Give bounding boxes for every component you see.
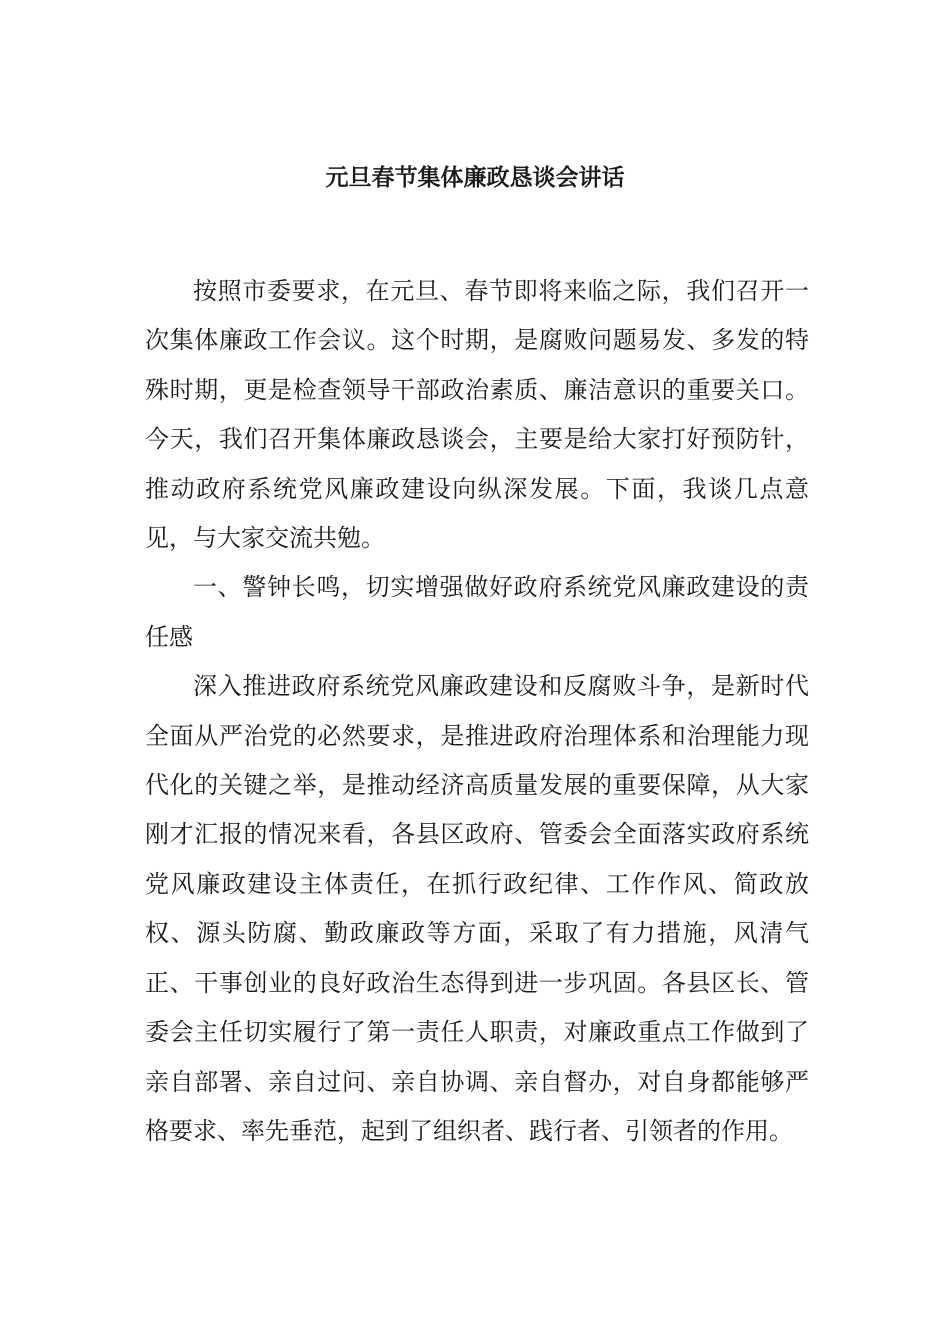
section-heading-1: 一、警钟长鸣，切实增强做好政府系统党风廉政建设的责任感 <box>145 573 809 651</box>
document-body <box>145 267 809 1156</box>
paragraph-intro: 按照市委要求，在元旦、春节即将来临之际，我们召开一次集体廉政工作会议。这个时期，是腐败问题易发、多发的特殊时期，更是检查领导干部政治素质、廉洁意识的重要关口。今天，我们召开集体廉政恳谈会，主要是给大家打好预防针，推动政府系统党风廉政建设向纵深发展。下面，我谈几点意见，与大家交流共勉。 <box>145 277 809 553</box>
document-title: 元旦春节集体廉政恳谈会讲话 <box>325 165 625 191</box>
paragraph-section-1: 深入推进政府系统党风廉政建设和反腐败斗争，是新时代全面从严治党的必然要求，是推进政府治理体系和治理能力现代化的关键之举，是推动经济高质量发展的重要保障，从大家刚才汇报的情况来看，各县区政府、管委会全面落实政府系统党风廉政建设主体责任，在抓行政纪律、工作作风、简政放权、源头防腐、勤政廉政等方面，采取了有力措施，风清气正、干事创业的良好政治生态得到进一步巩固。各县区长、管委会主任切实履行了第一责任人职责，对廉政重点工作做到了亲自部署、亲自过问、亲自协调、亲自督办，对自身都能够严格要求、率先垂范，起到了组织者、践行者、引领者的作用。 <box>145 672 809 1145</box>
